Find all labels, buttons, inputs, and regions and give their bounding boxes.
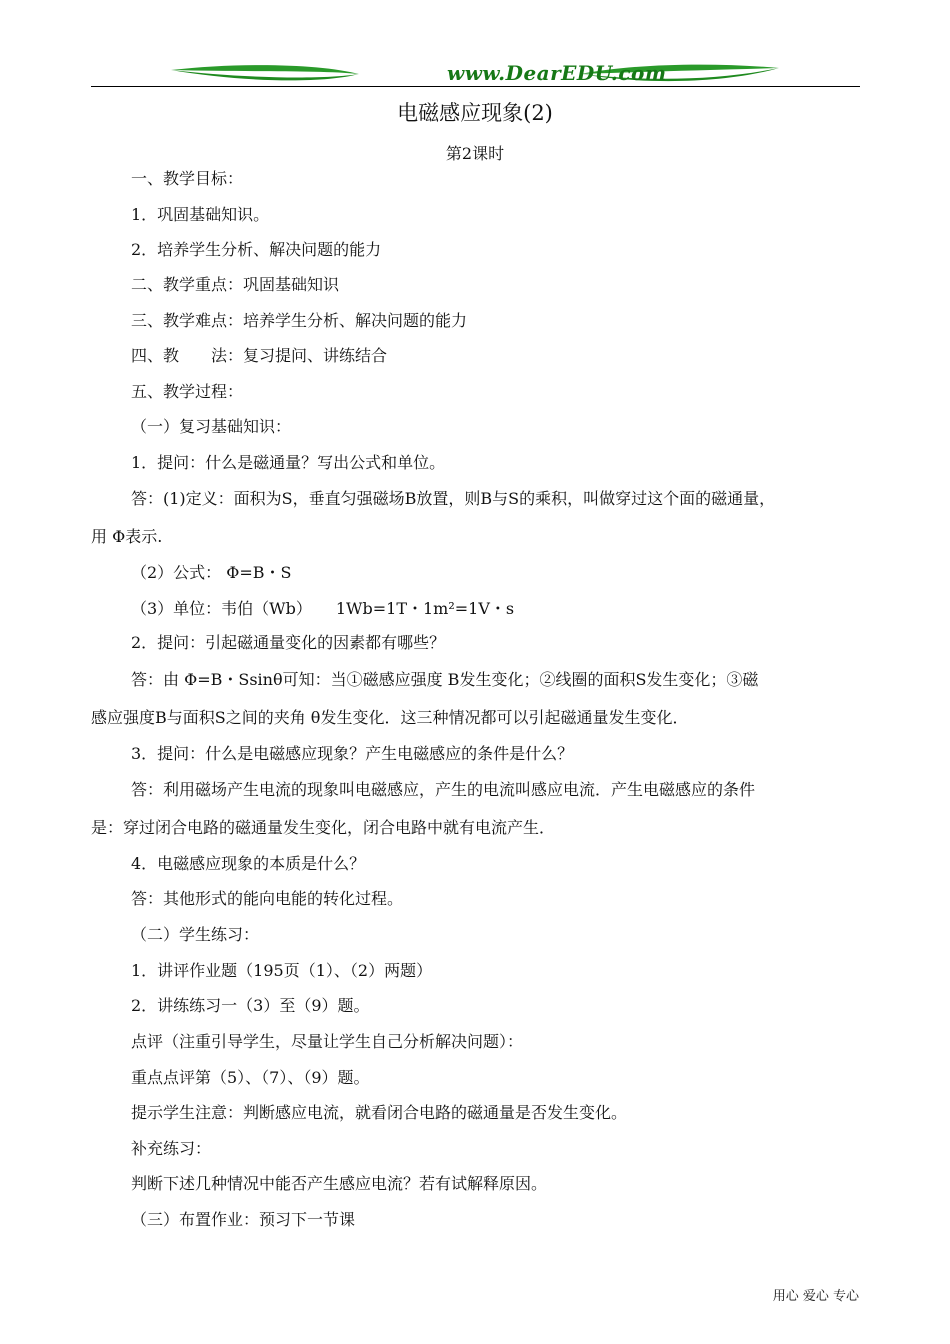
text-line: 答：其他形式的能向电能的转化过程。	[131, 889, 404, 908]
text-line: 2．讲练练习一（3）至（9）题。	[131, 996, 370, 1015]
text-line: 二、教学重点：巩固基础知识	[131, 275, 340, 294]
text-line: 五、教学过程：	[131, 382, 244, 401]
text-line: 4．电磁感应现象的本质是什么？	[131, 854, 366, 873]
text-line: 提示学生注意：判断感应电流，就看闭合电路的磁通量是否发生变化。	[131, 1103, 628, 1122]
text-line: （三）布置作业：预习下一节课	[131, 1210, 356, 1229]
text-line: 答：利用磁场产生电流的现象叫电磁感应，产生的电流叫感应电流．产生电磁感应的条件	[131, 780, 756, 799]
document-subtitle: 第2课时	[445, 144, 505, 163]
text-line: 1．提问：什么是磁通量？写出公式和单位。	[131, 453, 446, 472]
text-line: 答：(1)定义：面积为S，垂直匀强磁场B放置，则B与S的乘积，叫做穿过这个面的磁通量，	[131, 489, 776, 508]
text-line: 感应强度B与面积S之间的夹角 θ发生变化．这三种情况都可以引起磁通量发生变化．	[91, 708, 689, 727]
text-line: 判断下述几种情况中能否产生感应电流？若有试解释原因。	[131, 1174, 548, 1193]
text-line: 是：穿过闭合电路的磁通量发生变化，闭合电路中就有电流产生．	[91, 818, 556, 837]
text-line: 一、教学目标：	[131, 169, 244, 188]
document-title: 电磁感应现象(2)	[397, 101, 553, 125]
text-line: 2．提问：引起磁通量变化的因素都有哪些？	[131, 633, 446, 652]
text-line: 1．巩固基础知识。	[131, 205, 270, 224]
text-line: 三、教学难点：培养学生分析、解决问题的能力	[131, 311, 468, 330]
page-footer: 用心 爱心 专心	[772, 1289, 859, 1304]
text-line: 点评（注重引导学生，尽量让学生自己分析解决问题）：	[131, 1032, 524, 1051]
text-line: 答：由 Φ=B・Ssinθ可知：当①磁感应强度 B发生变化；②线圈的面积S发生变化；③磁	[131, 670, 759, 689]
text-line: （2）公式： Φ=B・S	[131, 563, 292, 582]
header-divider	[91, 86, 860, 87]
text-line: 用 Φ表示.	[91, 527, 163, 546]
text-line: 补充练习：	[131, 1139, 212, 1158]
text-line: （一）复习基础知识：	[131, 417, 292, 436]
text-line: （二）学生练习：	[131, 925, 260, 944]
text-line: 2．培养学生分析、解决问题的能力	[131, 240, 382, 259]
text-line: （3）单位：韦伯（Wb） 1Wb=1T・1m²=1V・s	[131, 599, 515, 618]
text-line: 四、教 法：复习提问、讲练结合	[131, 346, 388, 365]
text-line: 3．提问：什么是电磁感应现象？产生电磁感应的条件是什么？	[131, 744, 574, 763]
site-logo-text[interactable]: www.DearEDU.com	[447, 61, 667, 85]
header-banner	[91, 60, 860, 90]
text-line: 1．讲评作业题（195页（1）、（2）两题）	[131, 961, 433, 980]
text-line: 重点点评第（5）、（7）、（9）题。	[131, 1068, 370, 1087]
